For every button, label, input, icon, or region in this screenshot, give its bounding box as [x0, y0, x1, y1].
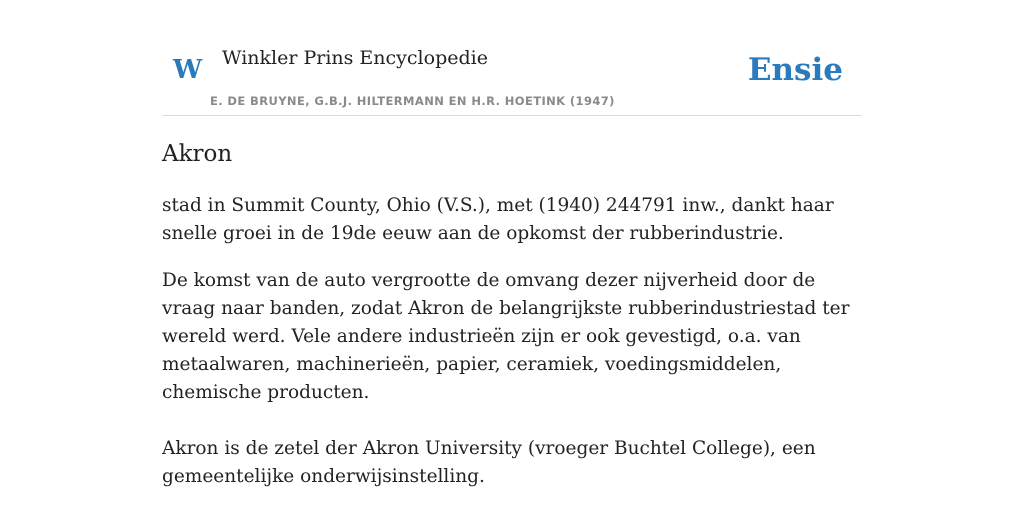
- authors-line: E. DE BRUYNE, G.B.J. HILTERMANN EN H.R. HOETINK (1947): [210, 94, 615, 108]
- header-divider: [162, 115, 862, 116]
- encyclopedia-title[interactable]: Winkler Prins Encyclopedie: [222, 47, 488, 69]
- article-paragraph-3: Akron is de zetel der Akron University (vroeger Buchtel College), een gemeentelijke onderwijsinstelling.: [162, 438, 816, 487]
- article-body: [162, 192, 862, 491]
- ensie-logo[interactable]: Ensie: [747, 52, 843, 88]
- encyclopedia-logo-icon[interactable]: W: [173, 55, 203, 85]
- article-title: Akron: [162, 141, 233, 167]
- article-paragraph-2: De komst van de auto vergrootte de omvang dezer nijverheid door de vraag naar banden, zodat Akron de belangrijkste rubberindustriestad ter wereld werd. Vele andere industrieën zijn er ook gevestigd, o.a. van metaalwaren, machinerieën, papier, ceramiek, voedingsmiddelen, chemische producten.: [162, 270, 850, 403]
- article-paragraph-1: stad in Summit County, Ohio (V.S.), met (1940) 244791 inw., dankt haar snelle groei in de 19de eeuw aan de opkomst der rubberindustrie.: [162, 195, 834, 244]
